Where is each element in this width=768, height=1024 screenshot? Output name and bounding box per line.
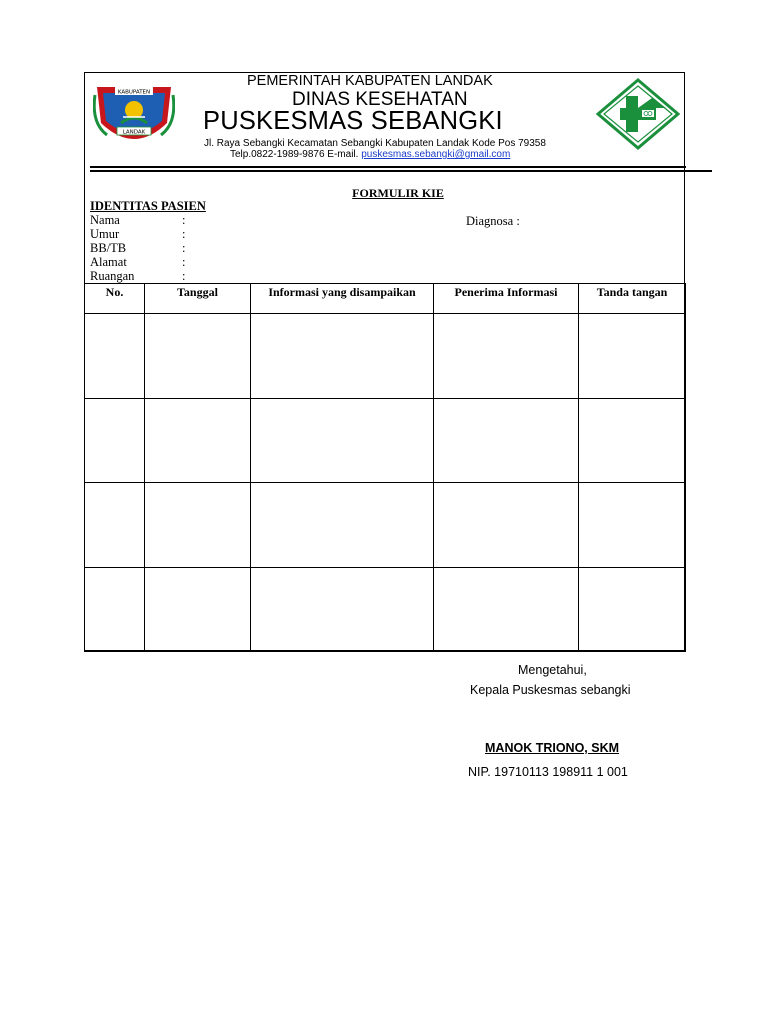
table-cell[interactable] bbox=[85, 398, 145, 483]
table-cell[interactable] bbox=[145, 398, 251, 483]
table-cell[interactable] bbox=[434, 398, 579, 483]
email-link[interactable]: puskesmas.sebangki@gmail.com bbox=[361, 149, 511, 160]
field-label: Umur bbox=[90, 227, 120, 241]
table-row bbox=[85, 483, 686, 568]
table-cell[interactable] bbox=[579, 483, 686, 568]
signature-position: Kepala Puskesmas sebangki bbox=[470, 683, 631, 697]
table-cell[interactable] bbox=[251, 567, 434, 652]
header-penerima: Penerima Informasi bbox=[434, 284, 579, 314]
table-cell[interactable] bbox=[434, 567, 579, 652]
table-cell[interactable] bbox=[579, 314, 686, 399]
puskesmas-logo bbox=[596, 78, 680, 150]
table-cell[interactable] bbox=[145, 314, 251, 399]
field-label: Nama bbox=[90, 213, 120, 227]
letterhead-government: PEMERINTAH KABUPATEN LANDAK bbox=[247, 73, 493, 89]
header-divider-thick bbox=[90, 170, 712, 172]
identity-title: IDENTITAS PASIEN bbox=[90, 199, 206, 213]
table-cell[interactable] bbox=[251, 314, 434, 399]
table-cell[interactable] bbox=[251, 483, 434, 568]
header-no: No. bbox=[85, 284, 145, 314]
table-cell[interactable] bbox=[434, 483, 579, 568]
table-header-row bbox=[85, 284, 686, 314]
signature-nip: NIP. 19710113 198911 1 001 bbox=[468, 765, 628, 779]
table-cell[interactable] bbox=[434, 314, 579, 399]
table-cell[interactable] bbox=[251, 398, 434, 483]
field-label: BB/TB bbox=[90, 241, 127, 255]
field-nama: Nama : bbox=[90, 213, 186, 227]
table-row bbox=[85, 567, 686, 652]
field-diagnosa: Diagnosa : bbox=[466, 214, 520, 228]
letterhead-department: DINAS KESEHATAN bbox=[292, 89, 468, 110]
table-row bbox=[85, 314, 686, 399]
field-ruangan: Ruangan : bbox=[90, 269, 186, 283]
signature-name: MANOK TRIONO, SKM bbox=[485, 741, 620, 755]
field-label: Ruangan bbox=[90, 269, 135, 283]
logo-text-top: KABUPATEN bbox=[117, 89, 151, 96]
table-cell[interactable] bbox=[579, 567, 686, 652]
signature-acknowledged: Mengetahui, bbox=[518, 663, 587, 677]
field-umur: Umur : bbox=[90, 227, 186, 241]
table-cell[interactable] bbox=[145, 483, 251, 568]
header-tanggal: Tanggal bbox=[145, 284, 251, 314]
table-cell[interactable] bbox=[579, 398, 686, 483]
table-cell[interactable] bbox=[85, 567, 145, 652]
table-row bbox=[85, 398, 686, 483]
field-bbtb: BB/TB : bbox=[90, 241, 186, 255]
letterhead-address: Jl. Raya Sebangki Kecamatan Sebangki Kabupaten Landak Kode Pos 79358 bbox=[204, 138, 546, 149]
header-tanda-tangan: Tanda tangan bbox=[579, 284, 686, 314]
field-label: Alamat bbox=[90, 255, 127, 269]
table-cell[interactable] bbox=[145, 567, 251, 652]
header-divider-thin bbox=[90, 166, 686, 168]
kie-table bbox=[84, 283, 686, 652]
contact-phone: Telp.0822-1989-9876 E-mail. bbox=[230, 149, 362, 160]
logo-text-bottom: LANDAK bbox=[122, 129, 146, 136]
header-informasi: Informasi yang disampaikan bbox=[251, 284, 434, 314]
letterhead-puskesmas: PUSKESMAS SEBANGKI bbox=[203, 107, 503, 135]
letterhead-contact bbox=[230, 149, 510, 160]
field-alamat: Alamat : bbox=[90, 255, 186, 269]
table-cell[interactable] bbox=[85, 314, 145, 399]
table-cell[interactable] bbox=[85, 483, 145, 568]
kabupaten-landak-logo bbox=[93, 83, 175, 153]
form-title: FORMULIR KIE bbox=[352, 186, 444, 200]
